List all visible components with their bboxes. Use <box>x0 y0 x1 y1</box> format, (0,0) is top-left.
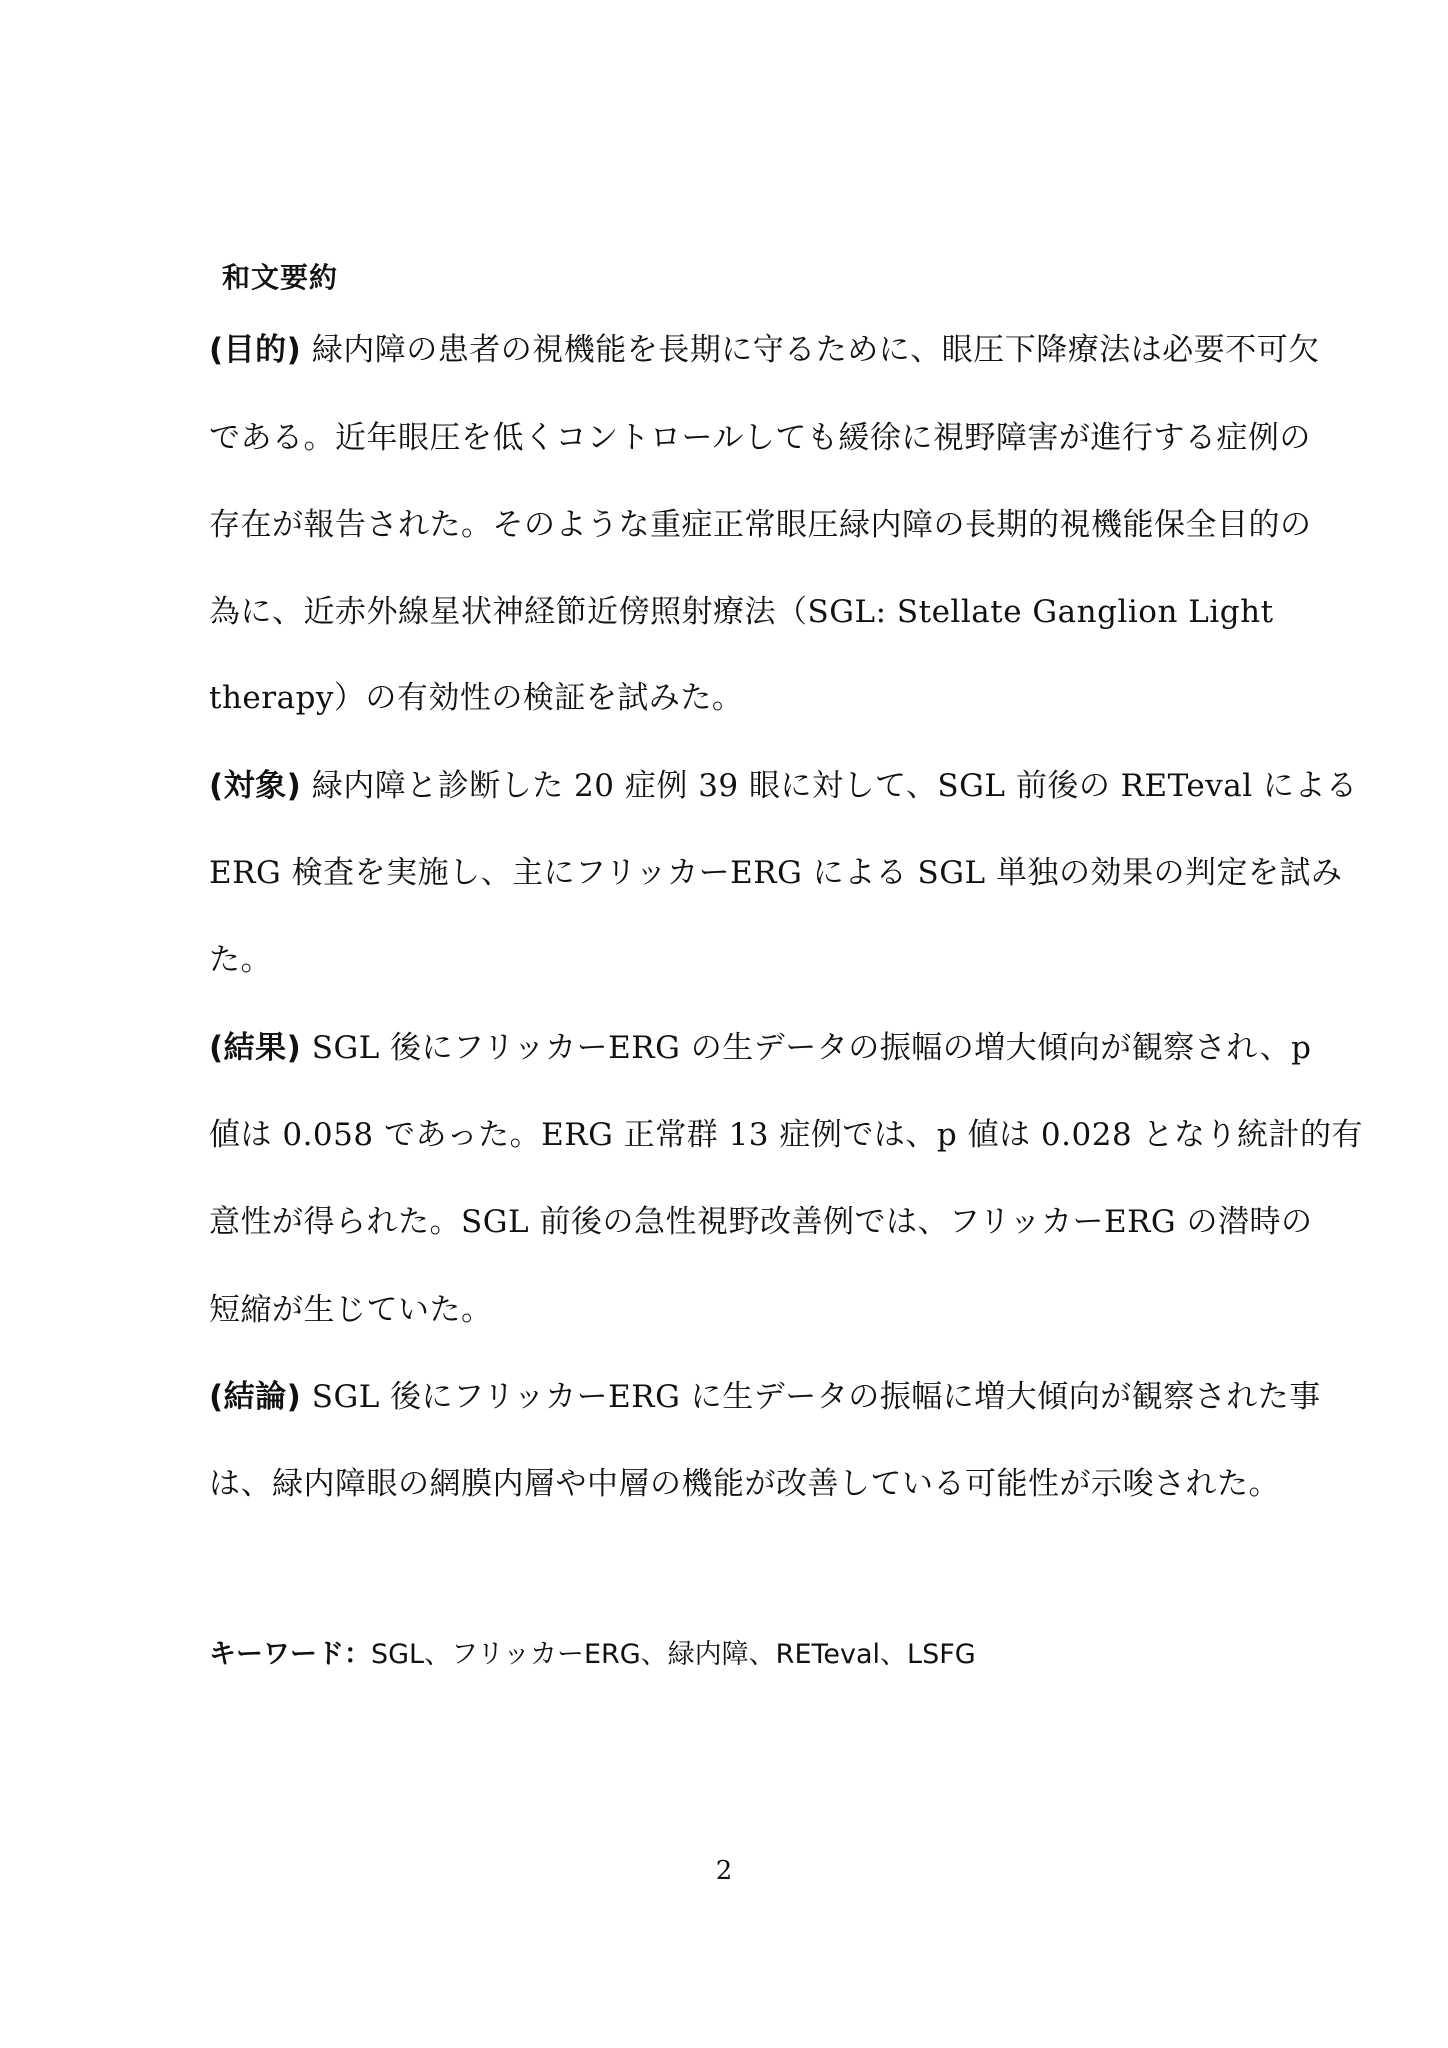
line-text: SGL 後にフリッカーERG の生データの振幅の増大傾向が観察され、p <box>311 1030 1312 1066</box>
abstract-line <box>209 1464 1280 1504</box>
section-label-results: (結果) <box>209 1030 302 1066</box>
abstract-line <box>209 1377 1321 1417</box>
line-text: 短縮が生じていた。 <box>209 1292 493 1328</box>
line-text: 緑内障と診断した 20 症例 39 眼に対して、SGL 前後の RETeval による <box>311 768 1358 804</box>
line-text: 値は 0.058 であった。ERG 正常群 13 症例では、p 値は 0.028 となり統計的有 <box>209 1117 1364 1153</box>
abstract-line <box>209 1290 1249 1330</box>
section-label-subjects: (対象) <box>209 768 302 804</box>
abstract-line <box>209 1028 1312 1068</box>
page-number: 2 <box>715 1856 733 1886</box>
abstract-line <box>209 940 1249 980</box>
page-title: 和文要約 <box>222 261 339 294</box>
section-label-conclusion: (結論) <box>209 1379 302 1415</box>
abstract-line <box>209 330 1320 370</box>
line-text: 意性が得られた。SGL 前後の急性視野改善例では、フリッカーERG の潜時の <box>209 1204 1313 1240</box>
abstract-line <box>209 592 1274 632</box>
line-text: は、緑内障眼の網膜内層や中層の機能が改善している可能性が示唆された。 <box>209 1466 1280 1502</box>
line-text: SGL 後にフリッカーERG に生データの振幅に増大傾向が観察された事 <box>311 1379 1321 1415</box>
line-text: 緑内障の患者の視機能を長期に守るために、眼圧下降療法は必要不可欠 <box>311 332 1320 368</box>
line-text: た。 <box>209 942 272 978</box>
abstract-line <box>209 766 1358 806</box>
line-text: 為に、近赤外線星状神経節近傍照射療法（SGL: Stellate Ganglion Light <box>209 594 1274 630</box>
line-text: ERG 検査を実施し、主にフリッカーERG による SGL 単独の効果の判定を試み <box>209 855 1343 891</box>
keywords-label: キーワード： <box>209 1639 371 1670</box>
keywords-line <box>209 1632 976 1671</box>
abstract-line <box>209 1202 1313 1242</box>
keywords-text: SGL、フリッカーERG、緑内障、RETeval、LSFG <box>371 1639 976 1670</box>
abstract-line <box>209 1115 1364 1155</box>
abstract-line <box>209 505 1312 545</box>
section-label-purpose: (目的) <box>209 332 302 368</box>
abstract-line <box>209 418 1311 458</box>
abstract-line <box>209 678 1249 718</box>
line-text: 存在が報告された。そのような重症正常眼圧緑内障の長期的視機能保全目的の <box>209 507 1312 543</box>
line-text: therapy）の有効性の検証を試みた。 <box>209 680 744 716</box>
abstract-line <box>209 853 1343 893</box>
line-text: である。近年眼圧を低くコントロールしても緩徐に視野障害が進行する症例の <box>209 420 1311 456</box>
